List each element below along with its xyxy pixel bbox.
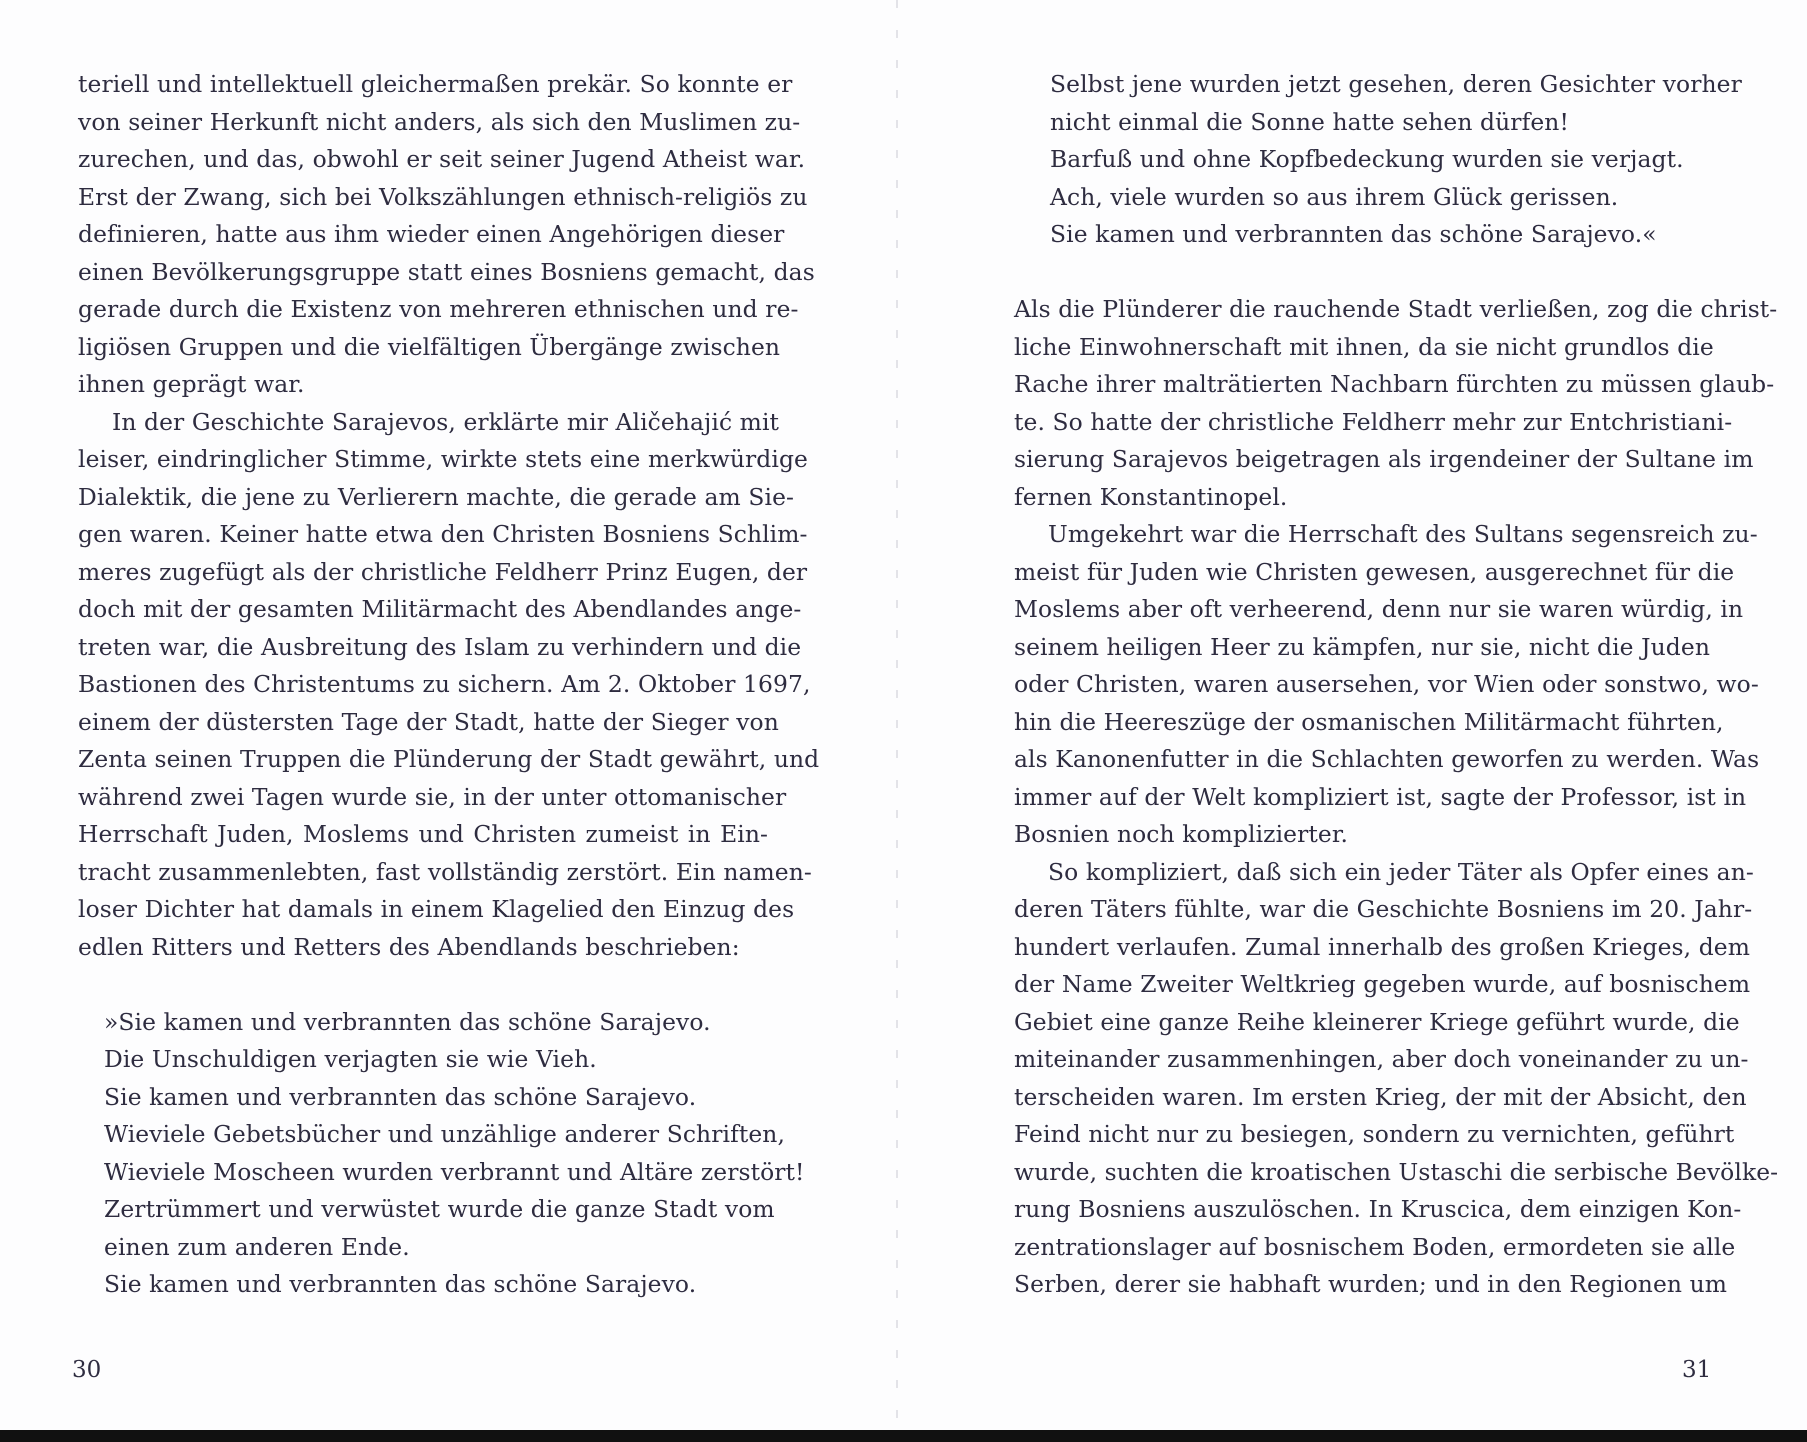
page-number-right: 31 [1682, 1357, 1712, 1383]
text-line: ihnen geprägt war. [78, 370, 305, 398]
text-line: loser Dichter hat damals in einem Klagelied den Einzug des [78, 895, 795, 923]
book-gutter [896, 0, 898, 1430]
right-paragraph-3 [1014, 854, 1779, 1304]
text-line: doch mit der gesamten Militärmacht des Abendlandes ange- [78, 595, 802, 623]
verse-line: Ach, viele wurden so aus ihrem Glück gerissen. [1050, 182, 1619, 211]
text-line: tracht zusammenlebten, fast vollständig zerstört. Ein namen- [78, 857, 812, 886]
text-line: So kompliziert, daß sich ein jeder Täter als Opfer eines an- [1048, 857, 1754, 886]
text-line: Herrschaft Juden, Moslems und Christen zumeist in Ein- [78, 820, 768, 848]
verse-line: »Sie kamen und verbrannten das schöne Sarajevo. [104, 1007, 711, 1036]
left-paragraph-2 [78, 404, 820, 967]
text-line: In der Geschichte Sarajevos, erklärte mir Aličehajić mit [112, 407, 780, 436]
text-line: hin die Heereszüge der osmanischen Militärmacht führten, [1014, 707, 1724, 736]
left-verse-block [78, 1004, 805, 1304]
text-line: Serben, derer sie habhaft wurden; und in den Regionen um [1014, 1270, 1728, 1298]
text-line: von seiner Herkunft nicht anders, als sich den Muslimen zu- [78, 107, 801, 136]
scan-bottom-edge [0, 1430, 1807, 1442]
text-line: edlen Ritters und Retters des Abendlands beschrieben: [78, 932, 740, 961]
text-line: leiser, eindringlicher Stimme, wirkte stets eine merkwürdige [78, 445, 808, 473]
text-line: als Kanonenfutter in die Schlachten geworfen zu werden. Was [1014, 745, 1760, 773]
text-line: fernen Konstantinopel. [1014, 482, 1288, 511]
verse-line: nicht einmal die Sonne hatte sehen dürfen! [1050, 107, 1569, 136]
left-page [78, 66, 820, 1304]
text-line: hundert verlaufen. Zumal innerhalb des großen Krieges, dem [1014, 932, 1751, 961]
text-line: immer auf der Welt kompliziert ist, sagte der Professor, ist in [1014, 782, 1747, 811]
text-line: Gebiet eine ganze Reihe kleinerer Kriege geführt wurde, die [1014, 1007, 1740, 1036]
verse-line: Zertrümmert und verwüstet wurde die ganze Stadt vom [104, 1195, 775, 1223]
verse-line: Sie kamen und verbrannten das schöne Sarajevo. [104, 1270, 697, 1298]
text-line: te. So hatte der christliche Feldherr mehr zur Entchristiani- [1014, 407, 1733, 436]
left-paragraph-1 [78, 66, 815, 404]
right-paragraph-1 [1014, 291, 1778, 516]
text-line: Dialektik, die jene zu Verlierern machte, die gerade am Sie- [78, 482, 795, 511]
text-line: ligiösen Gruppen und die vielfältigen Übergänge zwischen [78, 332, 781, 361]
text-line: teriell und intellektuell gleichermaßen prekär. So konnte er [78, 70, 793, 98]
verse-line: Die Unschuldigen verjagten sie wie Vieh. [104, 1045, 597, 1073]
text-line: treten war, die Ausbreitung des Islam zu verhindern und die [78, 632, 802, 661]
text-line: sierung Sarajevos beigetragen als irgendeiner der Sultane im [1014, 445, 1754, 473]
text-line: Rache ihrer malträtierten Nachbarn fürchten zu müssen glaub- [1014, 370, 1775, 398]
text-line: definieren, hatte aus ihm wieder einen Angehörigen dieser [78, 220, 785, 248]
page-number-left: 30 [72, 1357, 102, 1383]
text-line: oder Christen, waren ausersehen, vor Wien oder sonstwo, wo- [1014, 670, 1759, 698]
text-line: Feind nicht nur zu besiegen, sondern zu vernichten, geführt [1014, 1120, 1735, 1148]
text-line: Umgekehrt war die Herrschaft des Sultans segensreich zu- [1048, 520, 1758, 548]
text-line: liche Einwohnerschaft mit ihnen, da sie nicht grundlos die [1014, 332, 1714, 361]
text-line: miteinander zusammenhingen, aber doch voneinander zu un- [1014, 1045, 1749, 1073]
text-line: gerade durch die Existenz von mehreren ethnischen und re- [78, 295, 799, 323]
text-line: gen waren. Keiner hatte etwa den Christen Bosniens Schlim- [78, 520, 808, 548]
text-line: deren Täters fühlte, war die Geschichte Bosniens im 20. Jahr- [1014, 895, 1753, 923]
text-line: zurechen, und das, obwohl er seit seiner Jugend Atheist war. [78, 145, 806, 173]
verse-line: Barfuß und ohne Kopfbedeckung wurden sie verjagt. [1050, 145, 1684, 173]
verse-line: Selbst jene wurden jetzt gesehen, deren Gesichter vorher [1050, 70, 1742, 98]
verse-line: Wieviele Moscheen wurden verbrannt und Altäre zerstört! [104, 1157, 805, 1186]
stanza-gap [78, 966, 768, 1004]
verse-line: einen zum anderen Ende. [104, 1232, 410, 1261]
text-line: einen Bevölkerungsgruppe statt eines Bosniens gemacht, das [78, 257, 815, 286]
text-line: wurde, suchten die kroatischen Ustaschi die serbische Bevölke- [1014, 1157, 1779, 1186]
text-line: Bastionen des Christentums zu sichern. Am 2. Oktober 1697, [78, 670, 811, 698]
right-verse-block [1014, 66, 1742, 254]
text-line: einem der düstersten Tage der Stadt, hatte der Sieger von [78, 707, 779, 736]
text-line: Bosnien noch komplizierter. [1014, 820, 1349, 848]
text-line: Als die Plünderer die rauchende Stadt verließen, zog die christ- [1014, 295, 1778, 323]
text-line: Erst der Zwang, sich bei Volkszählungen ethnisch-religiös zu [78, 182, 808, 211]
verse-line: Wieviele Gebetsbücher und unzählige anderer Schriften, [104, 1120, 785, 1148]
text-line: meist für Juden wie Christen gewesen, ausgerechnet für die [1014, 557, 1735, 586]
text-line: während zwei Tagen wurde sie, in der unter ottomanischer [78, 782, 787, 811]
text-line: terscheiden waren. Im ersten Krieg, der mit der Absicht, den [1014, 1082, 1747, 1111]
text-line: Moslems aber oft verheerend, denn nur sie waren würdig, in [1014, 595, 1744, 623]
text-line: seinem heiligen Heer zu kämpfen, nur sie, nicht die Juden [1014, 632, 1710, 661]
text-line: Zenta seinen Truppen die Plünderung der Stadt gewährt, und [78, 745, 820, 773]
right-paragraph-2 [1014, 516, 1760, 854]
verse-line: Sie kamen und verbrannten das schöne Sarajevo.« [1050, 220, 1657, 248]
right-page [1014, 66, 1779, 1304]
verse-line: Sie kamen und verbrannten das schöne Sarajevo. [104, 1082, 697, 1111]
stanza-gap [1014, 254, 1704, 292]
text-line: der Name Zweiter Weltkrieg gegeben wurde, auf bosnischem [1014, 970, 1751, 998]
text-line: rung Bosniens auszulöschen. In Kruscica, dem einzigen Kon- [1014, 1195, 1742, 1223]
text-line: meres zugefügt als der christliche Feldherr Prinz Eugen, der [78, 557, 808, 586]
text-line: zentrationslager auf bosnischem Boden, ermordeten sie alle [1014, 1232, 1736, 1261]
